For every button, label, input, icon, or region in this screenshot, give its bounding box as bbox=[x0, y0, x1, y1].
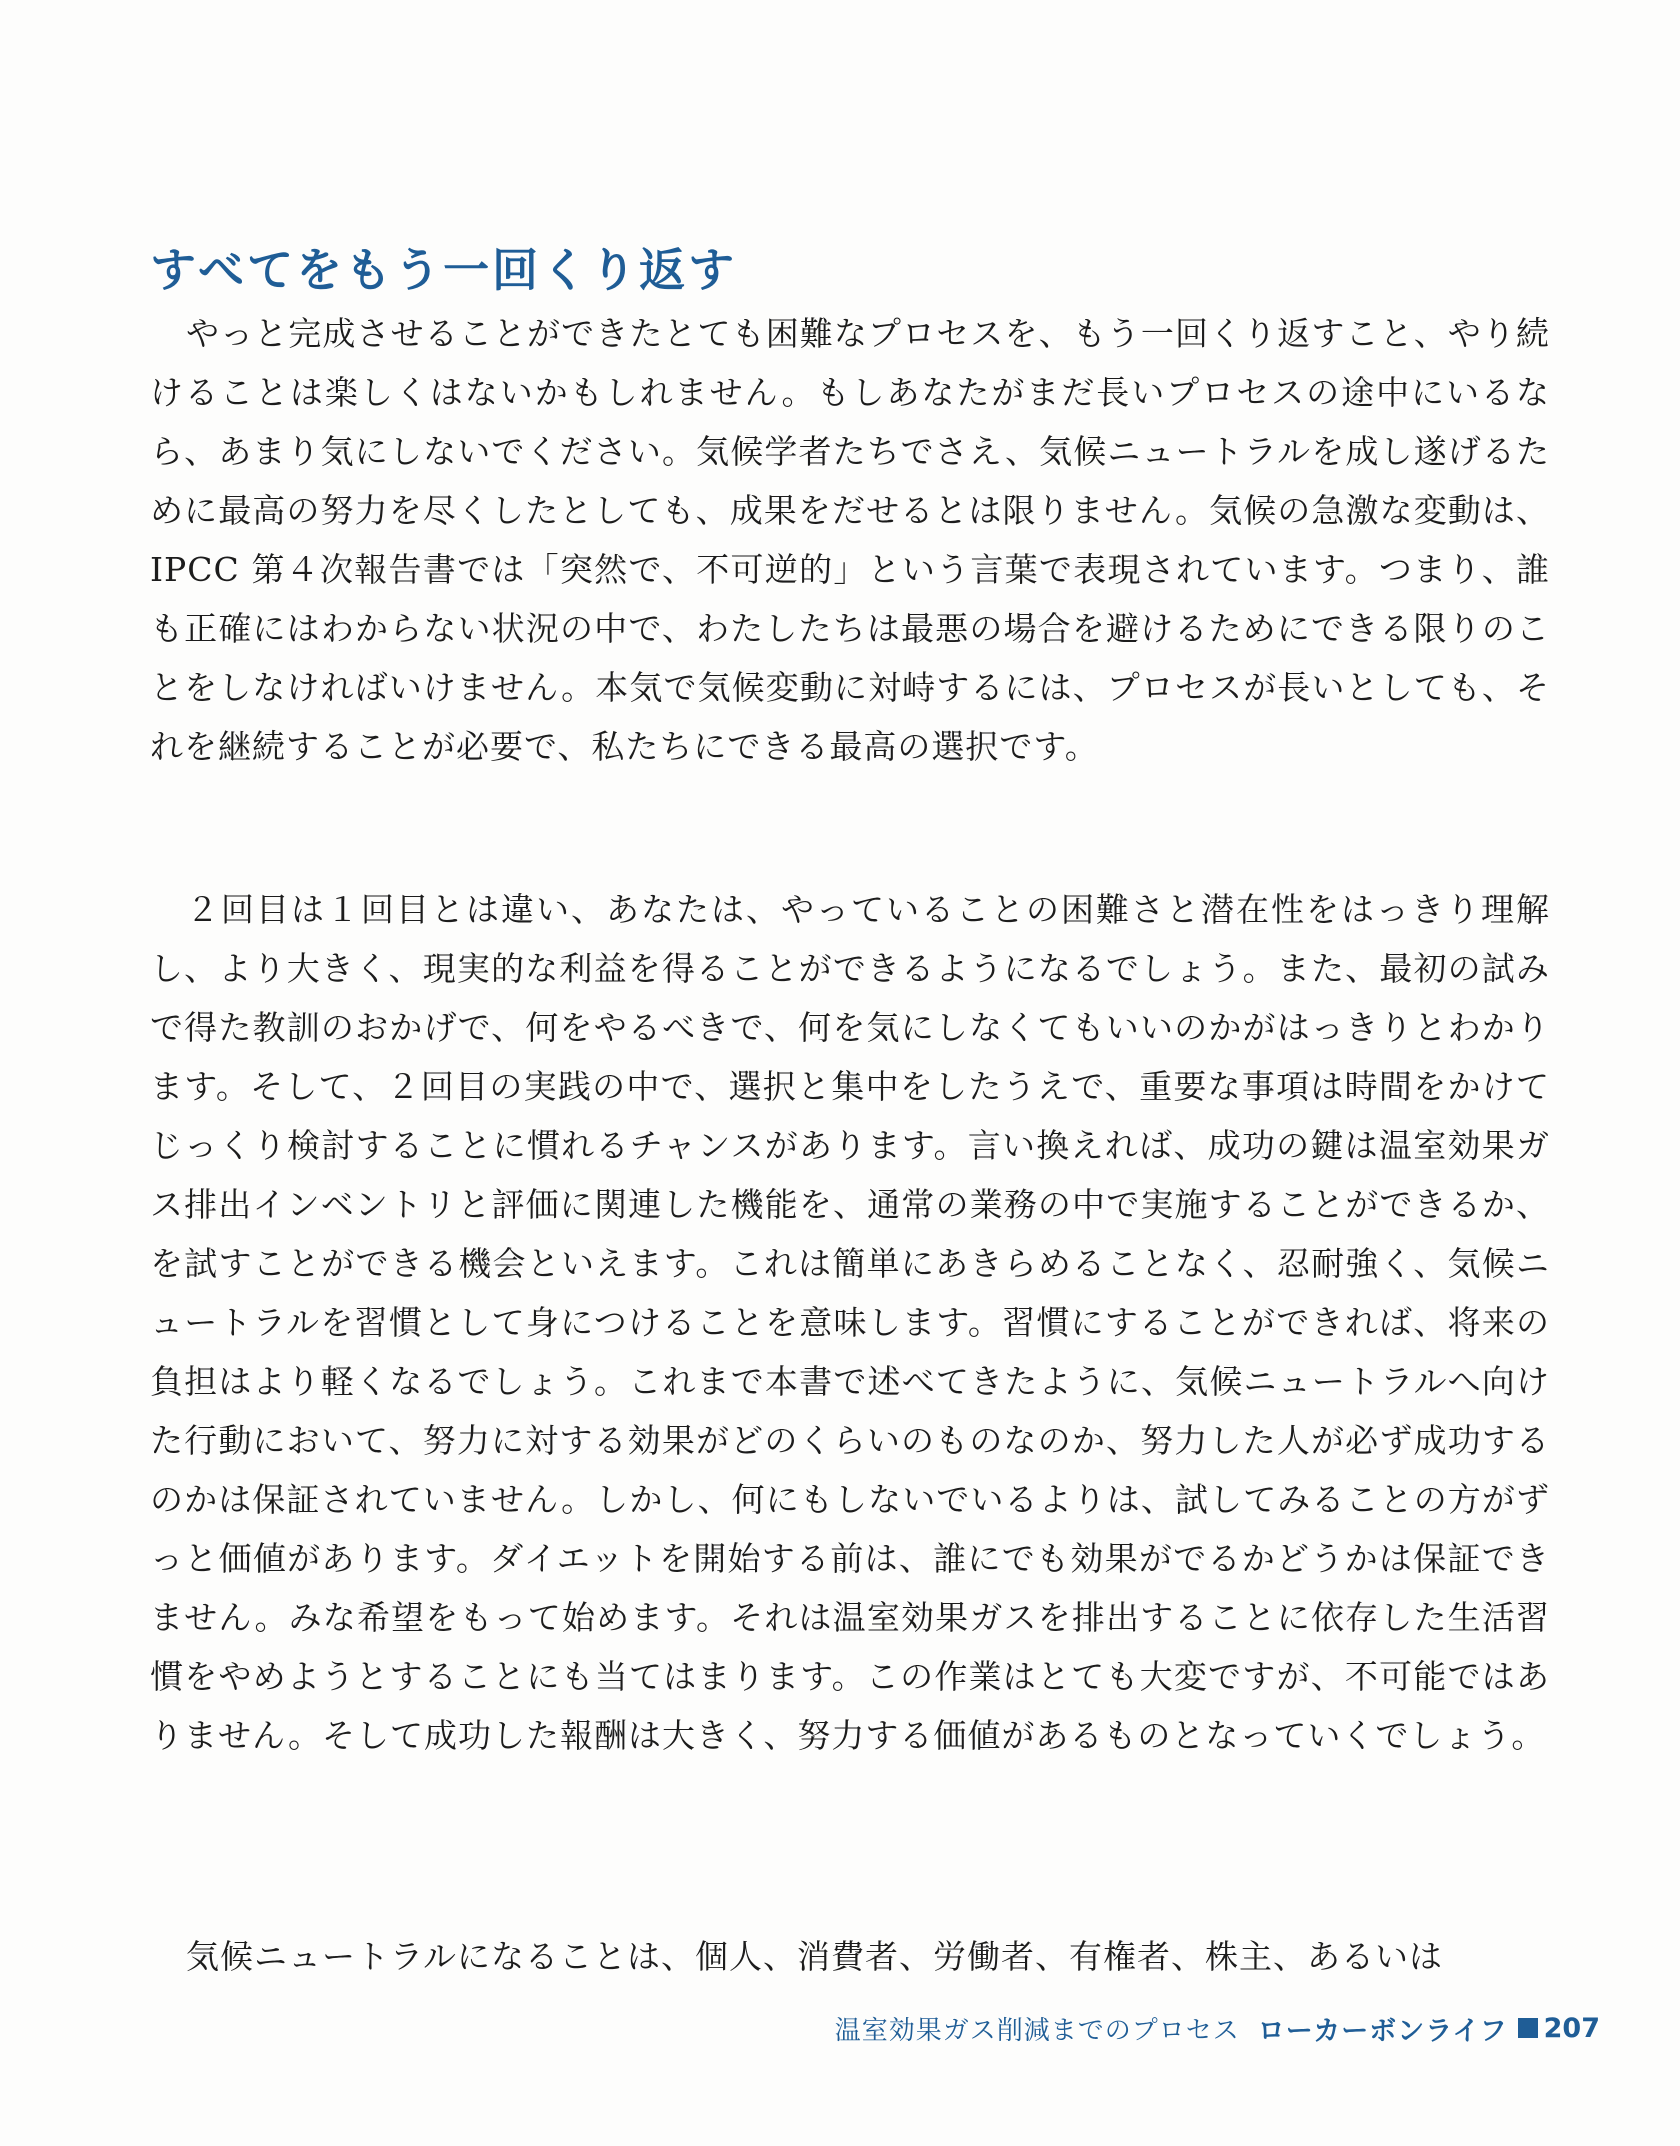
paragraph-repeat-process: やっと完成させることができたとても困難なプロセスを、もう一回くり返すこと、やり続けることは楽しくはないかもしれません。もしあなたがまだ長いプロセスの途中にいるなら、あまり気にしないでください。気候学者たちでさえ、気候ニュートラルを成し遂げるために最高の努力を尽くしたとしても、成果をだせるとは限りません。気候の急激な変動は、IPCC 第４次報告書では「突然で、不可逆的」という言葉で表現されています。つまり、誰も正確にはわからない状況の中で、わたしたちは最悪の場合を避けるためにできる限りのことをしなければいけません。本気で気候変動に対峙するには、プロセスが長いとしても、それを継続することが必要で、私たちにできる最高の選択です。 bbox=[150, 314, 1550, 766]
footer-book-title: ローカーボンライフ bbox=[1257, 2015, 1508, 2047]
page-number: 207 bbox=[1543, 2012, 1600, 2044]
paragraph-becoming-neutral: 気候ニュートラルになることは、個人、消費者、労働者、有権者、株主、あるいは bbox=[186, 1937, 1444, 1976]
page-footer bbox=[835, 2006, 1600, 2050]
paragraph-second-time: ２回目は１回目とは違い、あなたは、やっていることの困難さと潜在性をはっきり理解し、より大きく、現実的な利益を得ることができるようになるでしょう。また、最初の試みで得た教訓のおかげで、何をやるべきで、何を気にしなくてもいいのかがはっきりとわかります。そして、２回目の実践の中で、選択と集中をしたうえで、重要な事項は時間をかけてじっくり検討することに慣れるチャンスがあります。言い換えれば、成功の鍵は温室効果ガス排出インベントリと評価に関連した機能を、通常の業務の中で実施することができるか、を試すことができる機会といえます。これは簡単にあきらめることなく、忍耐強く、気候ニュートラルを習慣として身につけることを意味します。習慣にすることができれば、将来の負担はより軽くなるでしょう。これまで本書で述べてきたように、気候ニュートラルへ向けた行動において、努力に対する効果がどのくらいのものなのか、努力した人が必ず成功するのかは保証されていません。しかし、何にもしないでいるよりは、試してみることの方がずっと価値があります。ダイエットを開始する前は、誰にでも効果がでるかどうかは保証できません。みな希望をもって始めます。それは温室効果ガスを排出することに依存した生活習慣をやめようとすることにも当てはまります。この作業はとても大変ですが、不可能ではありません。そして成功した報酬は大きく、努力する価値があるものとなっていくでしょう。 bbox=[150, 890, 1551, 1755]
footer-section-title: 温室効果ガス削減までのプロセス bbox=[834, 2015, 1240, 2046]
square-bullet-icon bbox=[1518, 2018, 1538, 2038]
section-heading: すべてをもう一回くり返す bbox=[150, 243, 738, 297]
